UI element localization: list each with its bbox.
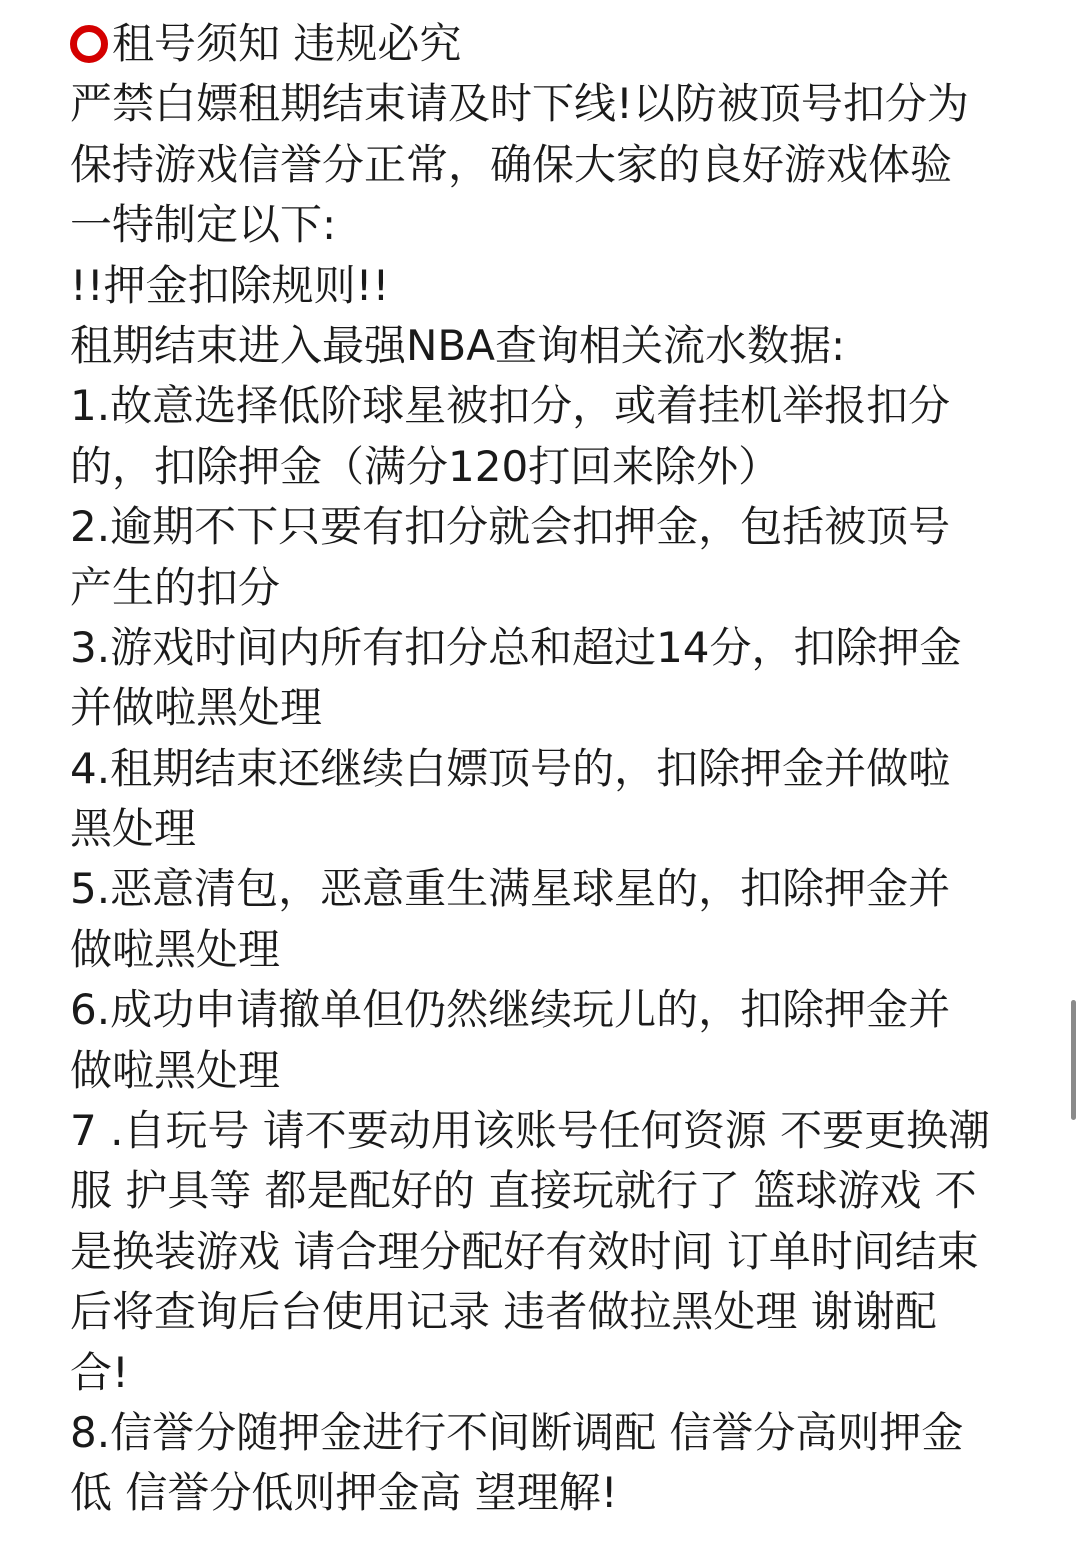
notice-title bbox=[70, 14, 1065, 74]
rule-item-4: 4.租期结束还继续白嫖顶号的，扣除押金并做啦 bbox=[70, 743, 951, 793]
rule-item-7: 7 .自玩号 请不要动用该账号任何资源 不要更换潮 bbox=[70, 1106, 991, 1156]
rule-item-1: 1.故意选择低阶球星被扣分，或着挂机举报扣分 bbox=[70, 381, 951, 431]
rule-item-7-cont: 服 护具等 都是配好的 直接玩就行了 篮球游戏 不 bbox=[70, 1166, 977, 1216]
rule-item-6: 6.成功申请撤单但仍然继续玩儿的，扣除押金并 bbox=[70, 985, 951, 1035]
notice-line: 严禁白嫖租期结束请及时下线!以防被顶号扣分为 bbox=[70, 79, 969, 129]
rules-heading: !!押金扣除规则!! bbox=[70, 260, 390, 310]
rule-item-5: 5.恶意清包，恶意重生满星球星的，扣除押金并 bbox=[70, 864, 951, 914]
notice-line: 一特制定以下: bbox=[70, 200, 337, 250]
notice-title-text: 租号须知 违规必究 bbox=[112, 19, 462, 68]
rental-notice-document bbox=[70, 14, 1065, 1524]
rule-item-4-cont: 黑处理 bbox=[70, 804, 197, 854]
red-circle-icon bbox=[70, 25, 108, 63]
rule-item-7-cont: 后将查询后台使用记录 违者做拉黑处理 谢谢配 bbox=[70, 1287, 937, 1337]
notice-line: 保持游戏信誉分正常，确保大家的良好游戏体验 bbox=[70, 139, 953, 189]
rule-item-6-cont: 做啦黑处理 bbox=[70, 1045, 281, 1095]
rule-item-7-cont: 合! bbox=[70, 1347, 129, 1397]
rule-item-5-cont: 做啦黑处理 bbox=[70, 924, 281, 974]
rule-item-3-cont: 并做啦黑处理 bbox=[70, 683, 323, 733]
rule-item-3: 3.游戏时间内所有扣分总和超过14分，扣除押金 bbox=[70, 622, 962, 672]
rule-item-8: 8.信誉分随押金进行不间断调配 信誉分高则押金 bbox=[70, 1407, 964, 1457]
notice-line: 租期结束进入最强NBA查询相关流水数据: bbox=[70, 320, 846, 370]
scrollbar[interactable] bbox=[1071, 1000, 1076, 1120]
rule-item-1-cont: 的，扣除押金（满分120打回来除外） bbox=[70, 441, 781, 491]
rule-item-8-cont: 低 信誉分低则押金高 望理解! bbox=[70, 1468, 618, 1518]
rule-item-2: 2.逾期不下只要有扣分就会扣押金，包括被顶号 bbox=[70, 502, 951, 552]
rule-item-7-cont: 是换装游戏 请合理分配好有效时间 订单时间结束 bbox=[70, 1226, 979, 1276]
rule-item-2-cont: 产生的扣分 bbox=[70, 562, 281, 612]
